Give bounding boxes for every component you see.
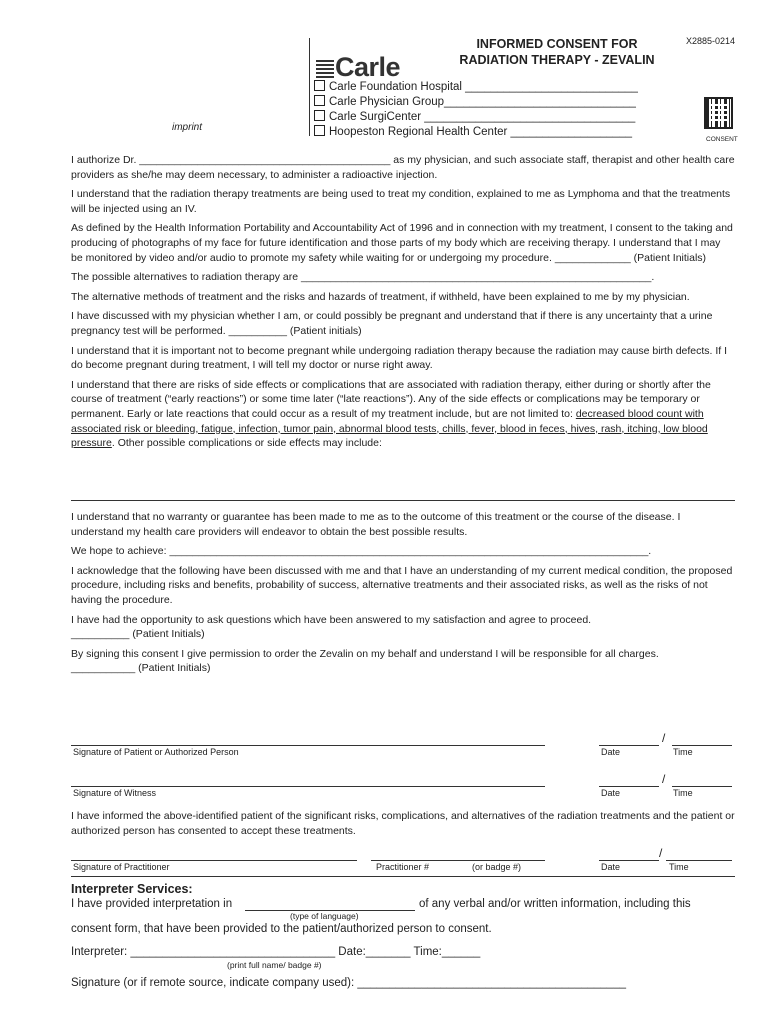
paragraph: As defined by the Health Information Portability and Accountability Act of 1996 and in connection with my treatment, I consent to the taking and producing of photographs of my face for future identification and those parts of my body which are receiving therapy. I understand that I may be monitored by video and/or audio to promote my safety while waiting for or undergoing my procedure. _____________ (Patient Initials) xyxy=(71,222,733,264)
consent-body-2 xyxy=(71,510,735,681)
checkbox-icon[interactable] xyxy=(314,110,325,121)
practitioner-statement: I have informed the above-identified patient of the significant risks, complications, and alternatives of the radiation treatments and the patient or authorized person has consented to accept these treatments. xyxy=(71,810,735,837)
paragraph: The possible alternatives to radiation therapy are ____________________________________________________________. xyxy=(71,271,655,284)
facility-option[interactable]: Carle SurgiCenter _________________________________ xyxy=(314,110,638,125)
paragraph: I have had the opportunity to ask questions which have been answered to my satisfaction and agree to proceed. xyxy=(71,613,592,626)
logo-mark-icon xyxy=(316,60,334,78)
header-divider xyxy=(309,38,310,136)
patient-signature-line[interactable] xyxy=(71,745,545,746)
witness-date-line[interactable] xyxy=(599,786,659,787)
initials-field[interactable]: __________ (Patient Initials) xyxy=(71,628,205,641)
witness-time-line[interactable] xyxy=(672,786,732,787)
paragraph: The alternative methods of treatment and the risks and hazards of treatment, if withheld, have been explained to me by my physician. xyxy=(71,290,690,303)
paragraph: We hope to achieve: __________________________________________________________________________________. xyxy=(71,545,652,558)
paragraph: I understand that no warranty or guarantee has been made to me as to the outcome of this treatment or the course of the disease. I understand my health care providers will endeavor to obtain the best possible results. xyxy=(71,511,681,538)
paragraph: I acknowledge that the following have been discussed with me and that I have an understanding of my current medical condition, the proposed procedure, including risks and benefits, probability of success, alternative treatments and their associated risks, as well as the risks of not having the procedure. xyxy=(71,564,733,606)
facility-checklist xyxy=(314,80,638,140)
facility-option[interactable]: Carle Foundation Hospital ___________________________ xyxy=(314,80,638,95)
interpreter-name-field[interactable]: Interpreter: ________________________________ Date:_______ Time:______ xyxy=(71,946,481,958)
practitioner-date-line[interactable] xyxy=(599,860,659,861)
practitioner-signature-line[interactable] xyxy=(71,860,357,861)
interpreter-section xyxy=(71,882,193,897)
checkbox-icon[interactable] xyxy=(314,125,325,136)
interpreter-signature-field[interactable]: Signature (or if remote source, indicate company used): __________________________________________ xyxy=(71,977,626,989)
consent-label: CONSENT xyxy=(706,136,738,143)
patient-signature-label: Signature of Patient or Authorized Person xyxy=(73,747,239,757)
paragraph: I authorize Dr. ___________________________________________ as my physician, and such associate staff, therapist and other health care providers as she/he may deem necessary, to administer a radioactive injection. xyxy=(71,154,735,181)
checkbox-icon[interactable] xyxy=(314,80,325,91)
witness-signature-label: Signature of Witness xyxy=(73,788,157,798)
paragraph: By signing this consent I give permission to order the Zevalin on my behalf and understand I will be responsible for all charges. xyxy=(71,647,659,660)
paragraph: I have discussed with my physician whether I am, or could possibly be pregnant and understand that if there is any uncertainty that a urine pregnancy test will be performed. __________ (Patient initials) xyxy=(71,310,713,337)
form-number: X2885-0214 xyxy=(686,36,736,46)
practitioner-number-line[interactable] xyxy=(371,860,545,861)
paragraph: I understand that it is important not to become pregnant while undergoing radiation therapy because the radiation may cause birth defects. If I do become pregnant during treatment, I will tell my doctor or nurse right away. xyxy=(71,344,728,372)
facility-option[interactable]: Carle Physician Group______________________________ xyxy=(314,95,638,110)
paragraph: I understand that there are risks of side effects or complications that are associated with radiation therapy, either during or shortly after the course of treatment (“early reactions”) or some time later (“late reactions”). Any of the side effects or complications may be temporary or permanent. Early or late reactions that could occur as a result of my treatment include, but are not limited to: decreased blood count with associated risk or bleeding, fatigue, infection, tumor pain, abnormal blood tests, chills, fever, blood in feces, hives, rash, itching, low blood pressure. Other possible complications or side effects may include: xyxy=(71,378,711,450)
initials-field[interactable]: ___________ (Patient Initials) xyxy=(71,662,211,675)
consent-form-page: imprint Carle INFORMED CONSENT FOR RADIATION THERAPY - ZEVALIN X2885-0214 Carle Foundation Hospital ___________________________ Carle Physician Group______________________________ Carle SurgiCenter _________________________________ Hoopeston Regional Health Center ___________________ CONSENT I authorize Dr. ___________________________________________ as my physician, and such associate staff, therapist and other health care providers as she/he may deem necessary, to administer a radioactive injection. I understand that the radiation therapy treatments are being used to treat my condition, explained to me as Lymphoma and that the treatments will be injected using an IV. As defined by the Health Information Portability and Accountability Act of 1996 and in connection with my treatment, I consent to the taking and producing of photographs of my face for future identification and those parts of my body which are receiving therapy. I understand that I may be monitored by video and/or audio to promote my safety while waiting for or undergoing my procedure. _____________ (Patient Initials) The possible alternatives to radiation therapy are ____________________________________________________________. The alternative methods of treatment and the risks and hazards of treatment, if withheld, have been explained to me by my physician. I have discussed with my physician whether I am, or could possibly be pregnant and understand that if there is any uncertainty that a urine pregnancy test will be performed. __________ (Patient initials) I understand that it is important not to become pregnant while undergoing radiation therapy because the radiation may cause birth defects. If I do become pregnant during treatment, I will tell my doctor or nurse right away. I understand that there are risks of side effects or complications that are associated with radiation therapy, either during or shortly after the course of treatment (“early reactions”) or some time later (“late reactions”). Any of the side effects or complications may be temporary or permanent. Early or late reactions that could occur as a result of my treatment include, but are not limited to: decreased blood count with associated risk or bleeding, fatigue, infection, tumor pain, abnormal blood tests, chills, fever, blood in feces, hives, rash, itching, low blood pressure. Other possible complications or side effects may include: I understand that no warranty or guarantee has been made to me as to the outcome of this treatment or the course of the disease. I understand my health care providers will endeavor to obtain the best possible results. We hope to achieve: __________________________________________________________________________________. I acknowledge that the following have been discussed with me and that I have an understanding of my current medical condition, the proposed procedure, including risks and benefits, probability of success, alternative treatments and their associated risks, as well as the risks of not having the procedure. I have had the opportunity to ask questions which have been answered to my satisfaction and agree to proceed. __________ (Patient Initials) By signing this consent I give permission to order the Zevalin on my behalf and understand I will be responsible for all charges. ___________ (Patient Initials) Signature of Patient or Authorized Person / Date Time Signature of Witness / Date Time I have informed the above-identified patient of the significant risks, complications, and alternatives of the radiation treatments and the patient or authorized person has consented to accept these treatments. Signature of Practitioner Practitioner # (or badge #) / Date Time Interpreter Services: I have provided interpretation in of any verbal and/or written information, including this (type of language) consent form, that have been provided to the patient/authorized person to consent. Interpreter: ________________________________ Date:_______ Time:______ (print full name/ badge #) Signature (or if remote source, indicate company used): __________________________________________ xyxy=(71,36,738,989)
barcode-icon xyxy=(704,97,733,129)
practitioner-time-line[interactable] xyxy=(666,860,732,861)
complications-fill-line[interactable] xyxy=(71,500,735,501)
checkbox-icon[interactable] xyxy=(314,95,325,106)
consent-body xyxy=(71,153,735,456)
witness-signature-line[interactable] xyxy=(71,786,545,787)
imprint-label: imprint xyxy=(172,122,203,133)
paragraph: I understand that the radiation therapy treatments are being used to treat my condition, explained to me as Lymphoma and that the treatments will be injected using an IV. xyxy=(71,188,731,215)
form-title: INFORMED CONSENT FOR RADIATION THERAPY - ZEVALIN xyxy=(459,37,655,67)
patient-date-line[interactable] xyxy=(599,745,659,746)
carle-logo: Carle xyxy=(316,52,400,83)
section-divider xyxy=(71,876,735,877)
facility-option[interactable]: Hoopeston Regional Health Center ___________________ xyxy=(314,125,638,140)
interpreter-heading: Interpreter Services: xyxy=(71,882,193,896)
patient-time-line[interactable] xyxy=(672,745,732,746)
